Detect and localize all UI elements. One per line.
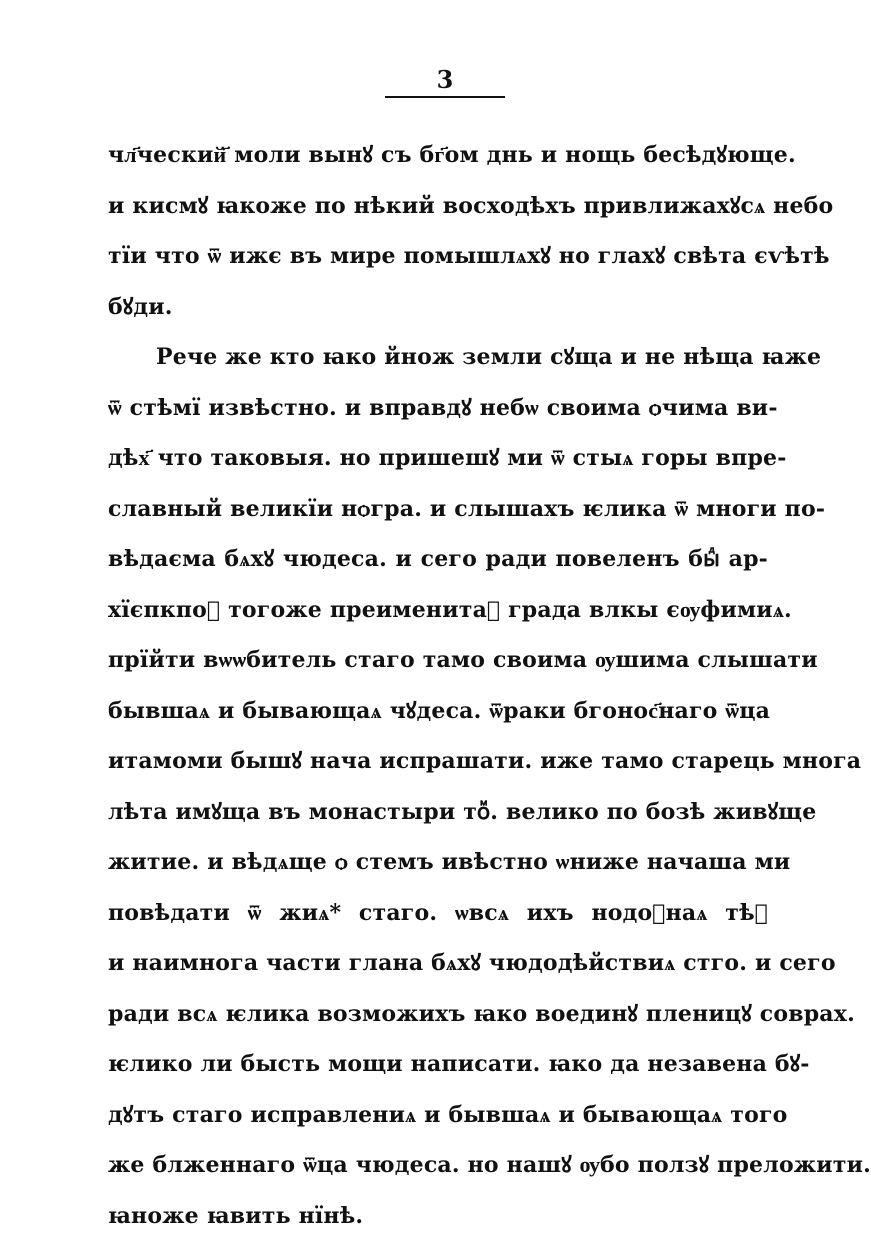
page-header [385, 66, 505, 98]
text-line: бꙋди. [108, 282, 768, 333]
page-number: 3 [385, 66, 505, 94]
text-line: бывшаѧ и бывающаѧ чꙋдеса. ѿраки бгонос҃наго ѿца [108, 686, 768, 737]
text-line: прїйти вѡѡбитель стаго тамо своима ѹшима слышати [108, 635, 768, 686]
text-line: тїи что ѿ ижє въ мире помышлѧхꙋ но глахꙋ свѣта єѵѣтѣ [108, 231, 768, 282]
text-line: и наимнога части глана бѧхꙋ чюдодѣйствиѧ стго. и сего [108, 938, 768, 989]
text-line: Рече же кто ꙗко йнож земли сꙋща и не нѣща ꙗже [108, 332, 768, 383]
text-line: дꙋтъ стаго исправлениѧ и бывшаѧ и бывающаѧ того [108, 1090, 768, 1141]
text-line: дѣх҃ что таковыя. но пришешꙋ ми ѿ стыѧ горы впре- [108, 433, 768, 484]
text-line: ради всѧ ѥлика возможихъ ꙗко воединꙋ пленицꙋ соврах. [108, 989, 768, 1040]
text-line: повѣдати ѿ жиѧ* стаго. ѡвсѧ ихъ нодоⷠнаѧ тѣⷨ [108, 888, 768, 939]
text-line: хїєпкпоⷣ тогоже преименитаⷢ града влкы єѹфимиѧ. [108, 585, 768, 636]
text-line: вѣдаєма бѧхꙋ чюдеса. и сего ради повеленъ быⷣ ар- [108, 534, 768, 585]
text-line: же блженнаго ѿца чюдеса. но нашꙋ ѹбо ползꙋ преложити. [108, 1140, 768, 1191]
text-line: ѿ стѣмї извѣстно. и вправдꙋ небѡ своима ѻчима ви- [108, 383, 768, 434]
text-line: ѥлико ли бысть мощи написати. ꙗко да незавена бꙋ- [108, 1039, 768, 1090]
text-line: лѣта имꙋща въ монастыри тоⷨ. велико по бозѣ живꙋще [108, 787, 768, 838]
text-line: ꙗноже ꙗвить нїнѣ. [108, 1191, 768, 1241]
body-text [108, 130, 768, 1241]
text-line: житие. и вѣдѧще ѻ стемъ ивѣстно ѡниже начаша ми [108, 837, 768, 888]
header-rule [385, 96, 505, 98]
text-line: итамоми бышꙋ нача испрашати. иже тамо старець многа [108, 736, 768, 787]
text-line: чл҃ческий҃ моли вынꙋ съ бг҃ом днь и нощь бесѣдꙋюще. [108, 130, 768, 181]
text-line: славный великїи нѻгра. и слышахъ ѥлика ѿ многи по- [108, 484, 768, 535]
text-line: и кисмꙋ ꙗкоже по нѣкий восходѣхъ привлижахꙋсѧ небо [108, 181, 768, 232]
